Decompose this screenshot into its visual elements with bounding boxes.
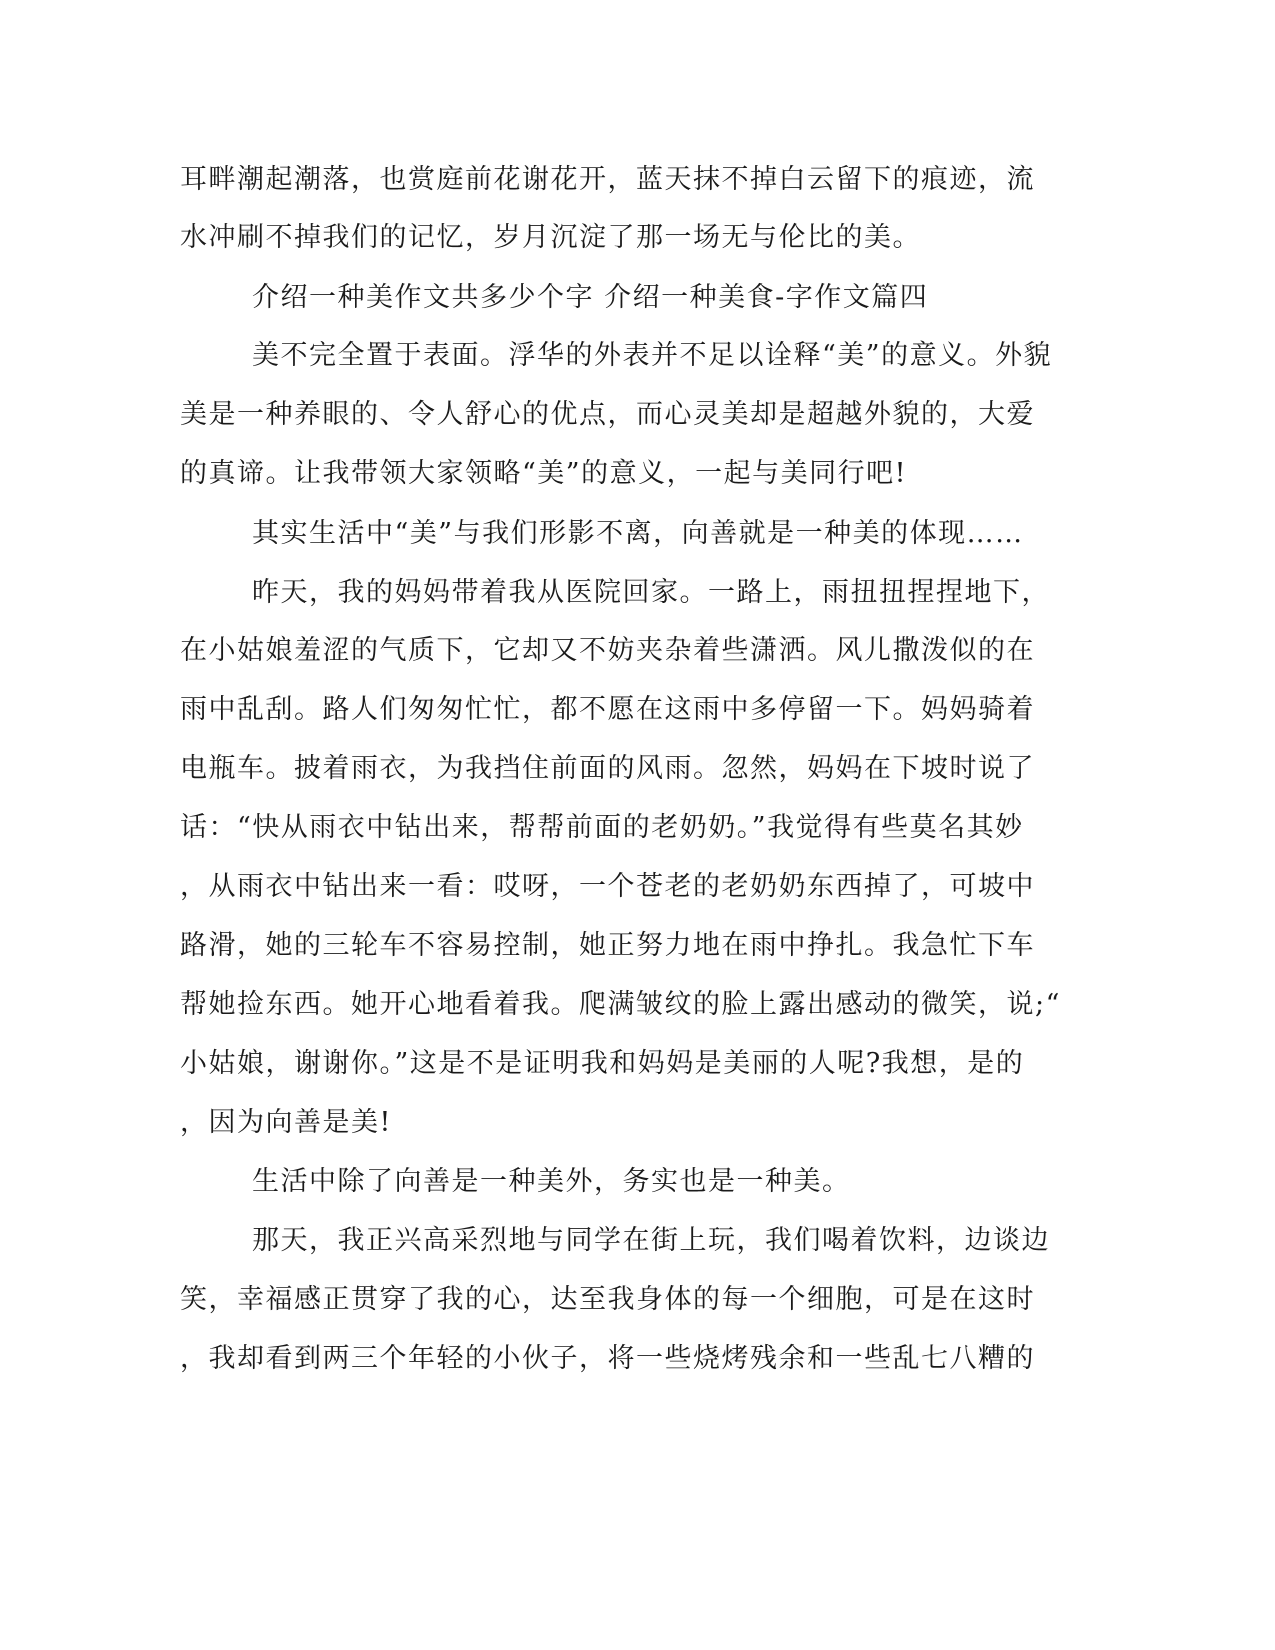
section-heading: 介绍一种美作文共多少个字 介绍一种美食-字作文篇四	[252, 282, 929, 313]
text-line: ，我却看到两三个年轻的小伙子，将一些烧烤残余和一些乱七八糟的	[180, 1343, 1035, 1374]
text-line: 话：“快从雨衣中钻出来，帮帮前面的老奶奶。”我觉得有些莫名其妙	[180, 812, 1024, 843]
text-line: ，从雨衣中钻出来一看：哎呀，一个苍老的老奶奶东西掉了，可坡中	[180, 871, 1035, 902]
text-line: 的真谛。让我带领大家领略“美”的意义，一起与美同行吧!	[180, 458, 907, 489]
text-line: 其实生活中“美”与我们形影不离，向善就是一种美的体现……	[252, 518, 1024, 549]
text-line: 电瓶车。披着雨衣，为我挡住前面的风雨。忽然，妈妈在下坡时说了	[180, 753, 1035, 784]
text-line: 耳畔潮起潮落，也赏庭前花谢花开，蓝天抹不掉白云留下的痕迹，流	[180, 164, 1035, 195]
text-line: 那天，我正兴高采烈地与同学在街上玩，我们喝着饮料，边谈边	[252, 1225, 1050, 1256]
text-line: 帮她捡东西。她开心地看着我。爬满皱纹的脸上露出感动的微笑，说;“	[180, 989, 1061, 1020]
text-line: 昨天，我的妈妈带着我从医院回家。一路上，雨扭扭捏捏地下，	[252, 577, 1050, 608]
text-line: 路滑，她的三轮车不容易控制，她正努力地在雨中挣扎。我急忙下车	[180, 930, 1035, 961]
text-line: 美是一种养眼的、令人舒心的优点，而心灵美却是超越外貌的，大爱	[180, 399, 1035, 430]
text-line: ，因为向善是美!	[180, 1107, 392, 1138]
text-line: 在小姑娘羞涩的气质下，它却又不妨夹杂着些潇洒。风儿撒泼似的在	[180, 635, 1035, 666]
text-line: 笑，幸福感正贯穿了我的心，达至我身体的每一个细胞，可是在这时	[180, 1284, 1035, 1315]
text-line: 生活中除了向善是一种美外，务实也是一种美。	[252, 1166, 851, 1197]
text-line: 雨中乱刮。路人们匆匆忙忙，都不愿在这雨中多停留一下。妈妈骑着	[180, 694, 1035, 725]
text-line: 小姑娘，谢谢你。”这是不是证明我和妈妈是美丽的人呢?我想，是的	[180, 1048, 1025, 1079]
text-line: 水冲刷不掉我们的记忆，岁月沉淀了那一场无与伦比的美。	[180, 222, 921, 253]
text-line: 美不完全置于表面。浮华的外表并不足以诠释“美”的意义。外貌	[252, 340, 1053, 371]
